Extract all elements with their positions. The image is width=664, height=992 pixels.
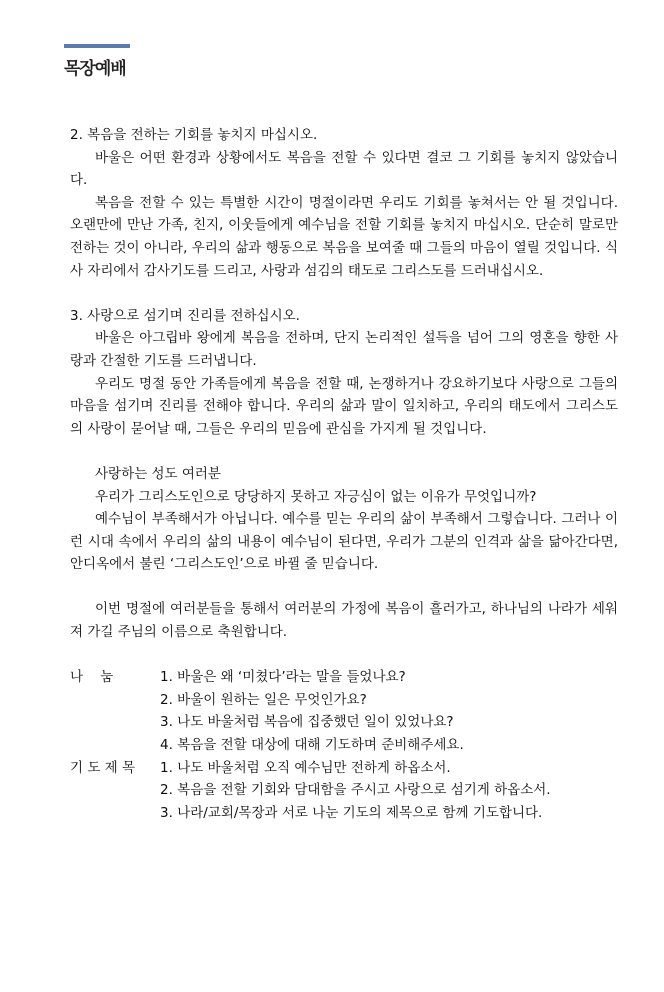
sharing-question: 4. 복음을 전할 대상에 대해 기도하며 준비해주세요.: [160, 737, 464, 754]
sharing-label: 나 눔: [70, 669, 114, 686]
header-accent-bar: [64, 44, 130, 48]
closing-blessing: 이번 명절에 여러분들을 통해서 여러분의 가정에 복음이 흘러가고, 하나님의 나라가 세워져 가길 주님의 이름으로 축원합니다.: [70, 601, 618, 641]
prayer-row: [70, 757, 618, 780]
spacer: [70, 644, 618, 667]
prayer-row: [70, 802, 618, 825]
sharing-question: 3. 나도 바울처럼 복음에 집중했던 일이 있었나요?: [160, 714, 454, 731]
prayer-item: 3. 나라/교회/목장과 서로 나눈 기도의 제목으로 함께 기도합니다.: [160, 804, 543, 821]
section-2-paragraph: 바울은 어떤 환경과 상황에서도 복음을 전할 수 있다면 결코 그 기회를 놓치지 않았습니다.: [70, 149, 618, 189]
document-body: [70, 124, 618, 824]
spacer: [70, 576, 618, 599]
sharing-row: [70, 711, 618, 734]
section-2-paragraph: 복음을 전할 수 있는 특별한 시간이 명절이라면 우리도 기회를 놓쳐서는 안 될 것입니다. 오랜만에 만난 가족, 친지, 이웃들에게 예수님을 전할 기회를 놓치지 마십시오. 단순히 말로만 전하는 것이 아니라, 우리의 삶과 행동으로 복음을 보여줄 때 그들의 마음이 열릴 것입니다. 식사 자리에서 감사기도를 드리고, 사랑과 섬김의 태도로 그리스도를 드러내십시오.: [70, 194, 618, 279]
closing-address: 사랑하는 성도 여러분: [95, 465, 221, 482]
section-3-paragraph: 우리도 명절 동안 가족들에게 복음을 전할 때, 논쟁하거나 강요하기보다 사랑으로 그들의 마음을 섬기며 진리를 전해야 합니다. 우리의 삶과 말이 일치하고, 우리의 태도에서 그리스도의 사랑이 묻어날 때, 그들은 우리의 믿음에 관심을 가지게 될 것입니다.: [70, 375, 618, 437]
page-title: 목장예배: [64, 59, 126, 79]
prayer-item: 2. 복음을 전할 기회와 담대함을 주시고 사랑으로 섬기게 하옵소서.: [160, 782, 551, 799]
closing-paragraph: 예수님이 부족해서가 아닙니다. 예수를 믿는 우리의 삶이 부족해서 그렇습니다. 그러나 이런 시대 속에서 우리의 삶의 내용이 예수님이 된다면, 우리가 그분의 인격과 삶을 닮아간다면, 안디옥에서 불린 ‘그리스도인’으로 바뀔 줄 믿습니다.: [70, 511, 618, 573]
sharing-row: [70, 666, 618, 689]
prayer-item: 1. 나도 바울처럼 오직 예수님만 전하게 하옵소서.: [160, 759, 451, 776]
sharing-row: [70, 734, 618, 757]
section-3-heading: 3. 사랑으로 섬기며 진리를 전하십시오.: [70, 307, 300, 324]
sharing-question: 2. 바울이 원하는 일은 무엇인가요?: [160, 691, 367, 708]
sharing-question: 1. 바울은 왜 ‘미쳤다’라는 말을 들었나요?: [160, 669, 406, 686]
section-3-paragraph: 바울은 아그립바 왕에게 복음을 전하며, 단지 논리적인 설득을 넘어 그의 영혼을 향한 사랑과 간절한 기도를 드러냅니다.: [70, 330, 618, 369]
spacer: [70, 440, 618, 463]
prayer-row: [70, 779, 618, 802]
section-2-heading: 2. 복음을 전하는 기회를 놓치지 마십시오.: [70, 127, 318, 143]
sharing-row: [70, 689, 618, 712]
spacer: [70, 282, 618, 305]
prayer-label: 기 도 제 목: [70, 759, 136, 776]
closing-paragraph: 우리가 그리스도인으로 당당하지 못하고 자긍심이 없는 이유가 무엇입니까?: [95, 488, 537, 505]
